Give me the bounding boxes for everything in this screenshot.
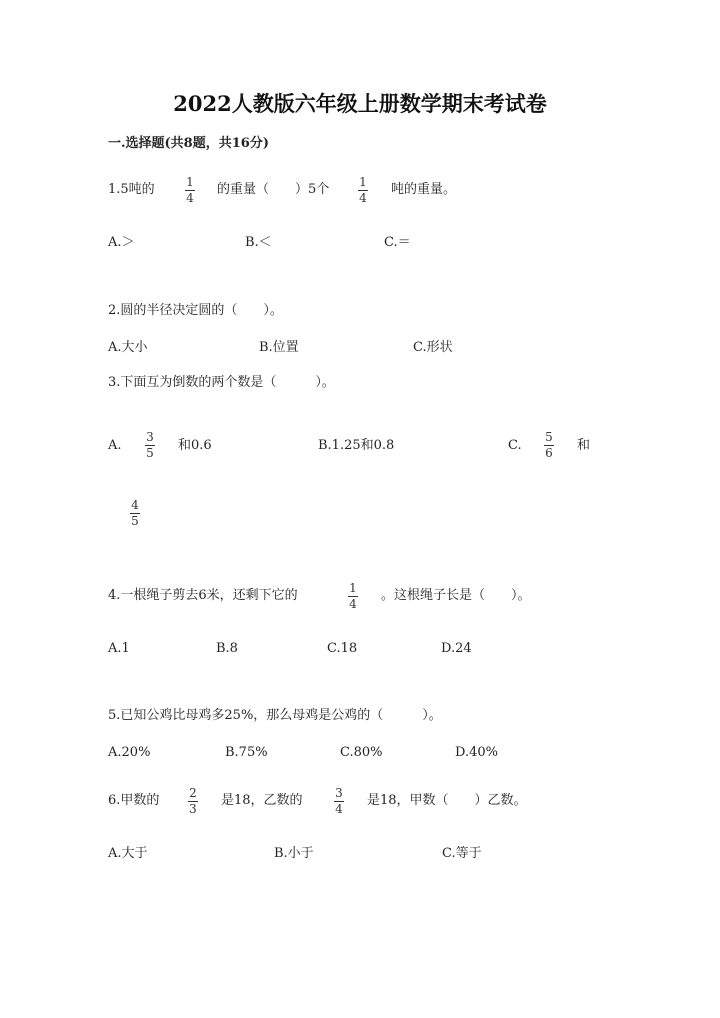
q3-option-c-label[interactable]: C. [508, 438, 522, 453]
q1-option-a[interactable]: A.＞ [108, 235, 135, 250]
q1-text-part1: 1.5吨的 [108, 182, 155, 197]
q6-text-part2: 是18，乙数的 [221, 793, 303, 808]
q4-text-part1: 4.一根绳子剪去6米，还剩下它的 [108, 588, 298, 603]
fraction-numerator: 1 [349, 581, 357, 595]
q4-option-c[interactable]: C.18 [327, 641, 358, 656]
fraction-numerator: 5 [545, 430, 553, 444]
q4-option-a[interactable]: A.1 [108, 641, 130, 656]
q1-text-part3: 吨的重量。 [391, 182, 457, 197]
q2-text: 2.圆的半径决定圆的（ ）。 [108, 303, 283, 318]
q6-fraction-2 [334, 787, 344, 816]
q3-option-c-text: 和 [577, 438, 591, 453]
q3-option-a-text: 和0.6 [178, 438, 212, 453]
q5-option-d[interactable]: D.40% [455, 745, 498, 760]
fraction-numerator: 3 [335, 786, 343, 800]
q1-text-part2: 的重量（ ）5个 [217, 182, 330, 197]
q6-option-a[interactable]: A.大于 [108, 846, 148, 861]
q4-option-b[interactable]: B.8 [216, 641, 238, 656]
fraction-numerator: 4 [131, 498, 139, 512]
page-title: 2022人教版六年级上册数学期末考试卷 [173, 91, 547, 116]
q3-option-b[interactable]: B.1.25和0.8 [318, 438, 395, 453]
q2-option-c[interactable]: C.形状 [413, 340, 453, 355]
fraction-numerator: 1 [359, 175, 367, 189]
q3-option-c-fraction-1 [544, 431, 554, 460]
q3-option-a-label[interactable]: A. [108, 438, 122, 453]
q1-option-c[interactable]: C.＝ [384, 235, 411, 250]
fraction-denominator: 5 [146, 446, 154, 460]
fraction-denominator: 4 [349, 597, 357, 611]
q2-option-b[interactable]: B.位置 [259, 340, 299, 355]
fraction-numerator: 2 [189, 786, 197, 800]
fraction-numerator: 1 [186, 175, 194, 189]
q5-option-a[interactable]: A.20% [108, 745, 151, 760]
fraction-denominator: 5 [131, 514, 139, 528]
q5-text: 5.已知公鸡比母鸡多25%，那么母鸡是公鸡的（ ）。 [108, 708, 442, 723]
q5-option-b[interactable]: B.75% [225, 745, 268, 760]
q4-fraction [348, 582, 358, 611]
fraction-denominator: 4 [186, 191, 194, 205]
q3-option-a-fraction [145, 431, 155, 460]
q6-fraction-1 [188, 787, 198, 816]
q3-text: 3.下面互为倒数的两个数是（ ）。 [108, 375, 335, 390]
q6-text-part1: 6.甲数的 [108, 793, 160, 808]
q2-option-a[interactable]: A.大小 [108, 340, 148, 355]
fraction-denominator: 4 [359, 191, 367, 205]
fraction-denominator: 3 [189, 802, 197, 816]
q6-text-part3: 是18，甲数（ ）乙数。 [367, 793, 527, 808]
q1-fraction-1 [185, 176, 195, 205]
fraction-denominator: 4 [335, 802, 343, 816]
fraction-numerator: 3 [146, 430, 154, 444]
q6-option-c[interactable]: C.等于 [442, 846, 482, 861]
q3-option-c-fraction-2 [130, 499, 140, 528]
q4-text-part2: 。这根绳子长是（ ）。 [381, 588, 531, 603]
q4-option-d[interactable]: D.24 [441, 641, 472, 656]
fraction-denominator: 6 [545, 446, 553, 460]
section-heading: 一.选择题(共8题，共16分) [108, 136, 269, 151]
q1-fraction-2 [358, 176, 368, 205]
q1-option-b[interactable]: B.＜ [245, 235, 272, 250]
q6-option-b[interactable]: B.小于 [274, 846, 314, 861]
q5-option-c[interactable]: C.80% [340, 745, 383, 760]
